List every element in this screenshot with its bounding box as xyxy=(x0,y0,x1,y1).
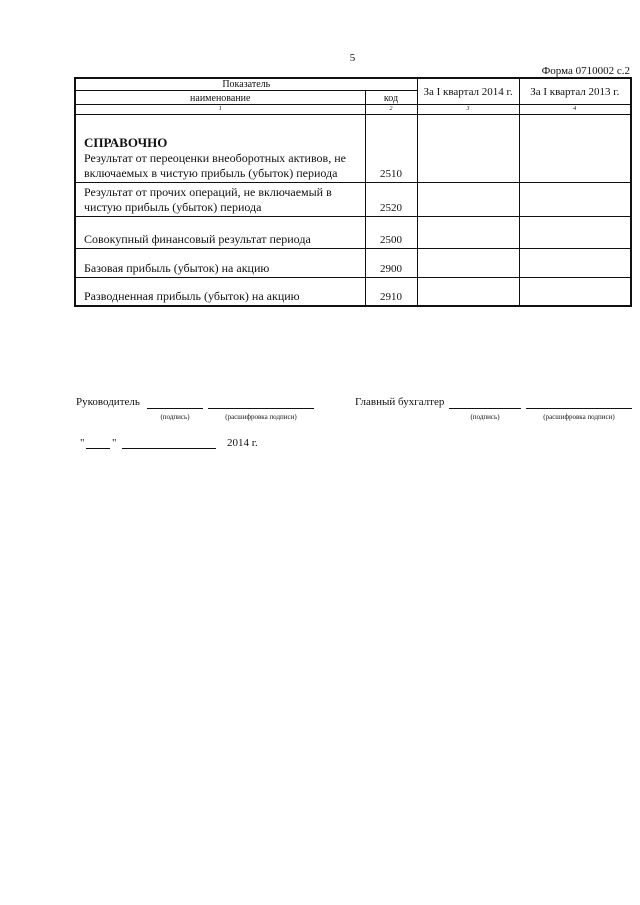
row-value-2013 xyxy=(519,217,631,249)
table-row xyxy=(75,183,631,217)
date-quote-open: " xyxy=(80,437,85,449)
row-name: Базовая прибыль (убыток) на акцию xyxy=(75,249,365,278)
date-year: 2014 г. xyxy=(227,437,258,449)
header-name: наименование xyxy=(75,91,365,105)
header-period-2014: За I квартал 2014 г. xyxy=(417,78,519,105)
row-value-2014 xyxy=(417,249,519,278)
head-signature-line xyxy=(147,396,203,409)
row-value-2013 xyxy=(519,115,631,183)
page-number: 5 xyxy=(349,52,356,64)
header-indicator: Показатель xyxy=(75,78,417,91)
row-value-2013 xyxy=(519,278,631,306)
accountant-decoding-caption: (расшифровка подписи) xyxy=(543,413,615,421)
row-value-2014 xyxy=(417,115,519,183)
table-row xyxy=(75,278,631,306)
row-name: Результат от переоценки внеоборотных активов, не включаемых в чистую прибыль (убыток) периода xyxy=(84,151,346,180)
accountant-signature-line xyxy=(449,396,521,409)
header-period-2013: За I квартал 2013 г. xyxy=(519,78,631,105)
row-value-2013 xyxy=(519,249,631,278)
header-code: код xyxy=(365,91,417,105)
column-number-2: 2 xyxy=(365,105,417,115)
accountant-label: Главный бухгалтер xyxy=(355,396,445,408)
head-decoding-line xyxy=(208,396,314,409)
form-code: Форма 0710002 с.2 xyxy=(541,65,630,77)
row-value-2014 xyxy=(417,278,519,306)
column-number-4: 4 xyxy=(519,105,631,115)
row-code: 2520 xyxy=(365,183,417,217)
column-number-1: 1 xyxy=(75,105,365,115)
row-code: 2500 xyxy=(365,217,417,249)
head-label: Руководитель xyxy=(76,396,140,408)
table-row xyxy=(75,217,631,249)
row-value-2013 xyxy=(519,183,631,217)
date-day-line xyxy=(86,436,110,449)
financial-results-table xyxy=(74,77,632,307)
row-code: 2510 xyxy=(365,115,417,183)
column-number-3: 3 xyxy=(417,105,519,115)
table-row xyxy=(75,249,631,278)
row-code: 2900 xyxy=(365,249,417,278)
section-title: СПРАВОЧНО xyxy=(84,135,168,150)
row-code: 2910 xyxy=(365,278,417,306)
head-signature-caption: (подпись) xyxy=(160,413,190,421)
row-name: Результат от прочих операций, не включаемый в чистую прибыль (убыток) периода xyxy=(75,183,365,217)
row-name: Разводненная прибыль (убыток) на акцию xyxy=(75,278,365,306)
date-month-line xyxy=(122,436,216,449)
table-row xyxy=(75,115,631,183)
row-name: Совокупный финансовый результат периода xyxy=(75,217,365,249)
head-decoding-caption: (расшифровка подписи) xyxy=(225,413,297,421)
accountant-signature-caption: (подпись) xyxy=(470,413,500,421)
row-value-2014 xyxy=(417,217,519,249)
date-quote-close: " xyxy=(112,437,117,449)
row-value-2014 xyxy=(417,183,519,217)
accountant-decoding-line xyxy=(526,396,632,409)
